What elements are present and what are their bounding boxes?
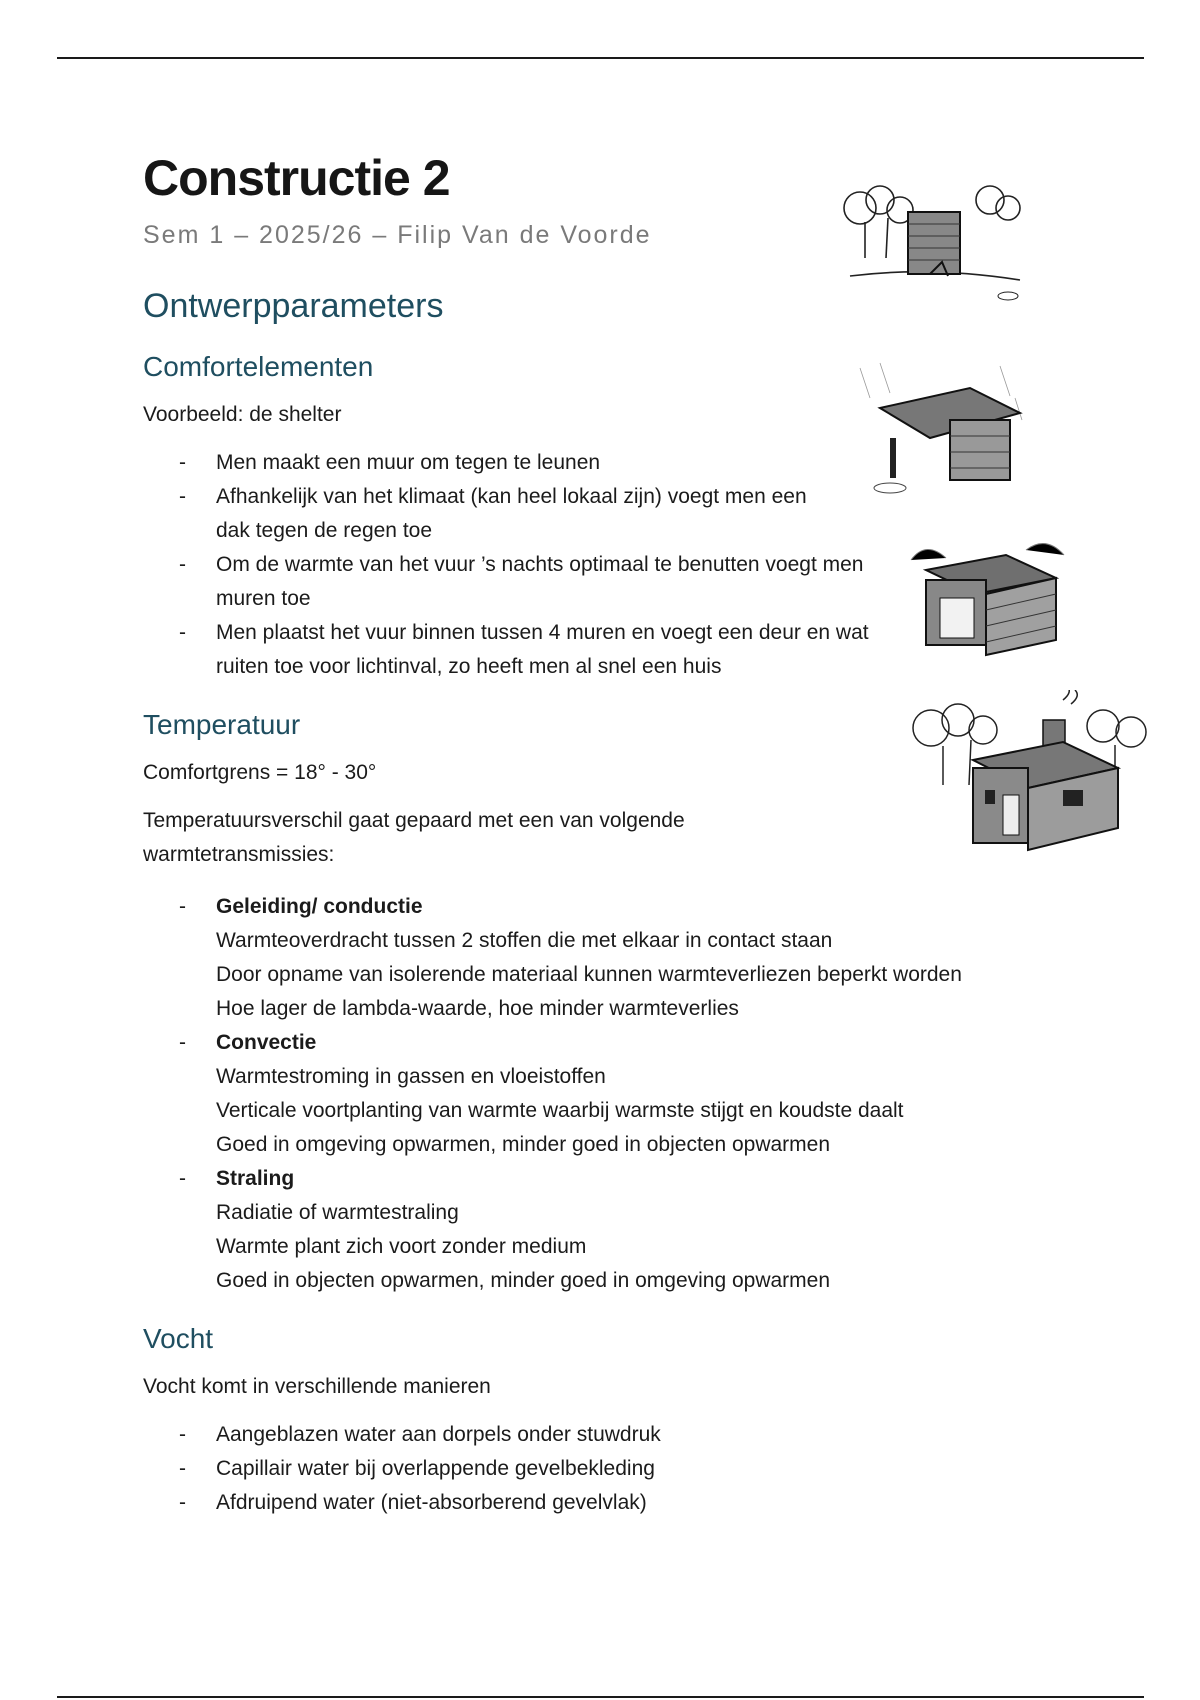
comfort-list (143, 446, 883, 684)
list-item: - Men plaatst het vuur binnen tussen 4 muren en voegt een deur en wat ruiten toe voor lichtinval, zo heeft men al snel een huis (143, 616, 876, 684)
illustration-wall-shelter (830, 178, 1030, 318)
section-heading: Ontwerpparameters (143, 287, 444, 325)
moisture-intro: Vocht komt in verschillende manieren (143, 1375, 491, 1398)
list-item: - Aangeblazen water aan dorpels onder stuwdruk (143, 1418, 1063, 1452)
illustration-roof-shelter (850, 358, 1030, 508)
temperature-intro: Temperatuursverschil gaat gepaard met een van volgende warmtetransmissies: (143, 809, 685, 866)
detail-line: Goed in objecten opwarmen, minder goed in omgeving opwarmen (216, 1269, 831, 1292)
term-conduction: - Geleiding/ conductie (216, 895, 423, 918)
bottom-rule (57, 1696, 1144, 1698)
moisture-list (143, 1418, 1063, 1520)
detail-line: Goed in omgeving opwarmen, minder goed in objecten opwarmen (216, 1133, 831, 1156)
comfort-limit: Comfortgrens = 18° - 30° (143, 761, 377, 784)
illustration-house (903, 690, 1157, 865)
list-item: - Om de warmte van het vuur ’s nachts optimaal te benutten voegt men muren toe (143, 548, 896, 616)
document-subtitle: Sem 1 – 2025/26 – Filip Van de Voorde (143, 221, 652, 249)
top-rule (57, 57, 1144, 59)
detail-line: Warmteoverdracht tussen 2 stoffen die met elkaar in contact staan (216, 929, 833, 952)
detail-line: Verticale voortplanting van warmte waarbij warmste stijgt en koudste daalt (216, 1099, 904, 1122)
list-item: - Capillair water bij overlappende gevelbekleding (143, 1452, 1063, 1486)
detail-line: Hoe lager de lambda-waarde, hoe minder warmteverlies (216, 997, 739, 1020)
list-item (143, 1162, 1063, 1298)
list-item: - Men maakt een muur om tegen te leunen (143, 446, 883, 480)
list-item: - Afdruipend water (niet-absorberend gevelvlak) (143, 1486, 1063, 1520)
term-convection: - Convectie (216, 1031, 317, 1054)
term-radiation: - Straling (216, 1167, 295, 1190)
comfort-intro: Voorbeeld: de shelter (143, 403, 342, 426)
detail-line: Door opname van isolerende materiaal kunnen warmteverliezen beperkt worden (216, 963, 962, 986)
illustration-walled-shelter (906, 530, 1068, 670)
moisture-heading: Vocht (143, 1323, 214, 1354)
detail-line: Warmte plant zich voort zonder medium (216, 1235, 587, 1258)
transmission-list (143, 890, 1063, 1298)
document-title: Constructie 2 (143, 150, 450, 206)
list-item (143, 1026, 1063, 1162)
detail-line: Warmtestroming in gassen en vloeistoffen (216, 1065, 606, 1088)
comfort-heading: Comfortelementen (143, 351, 374, 382)
detail-line: Radiatie of warmtestraling (216, 1201, 459, 1224)
list-item: - Afhankelijk van het klimaat (kan heel lokaal zijn) voegt men een dak tegen de regen toe (143, 480, 826, 548)
temperature-heading: Temperatuur (143, 709, 301, 740)
list-item (143, 890, 1063, 1026)
